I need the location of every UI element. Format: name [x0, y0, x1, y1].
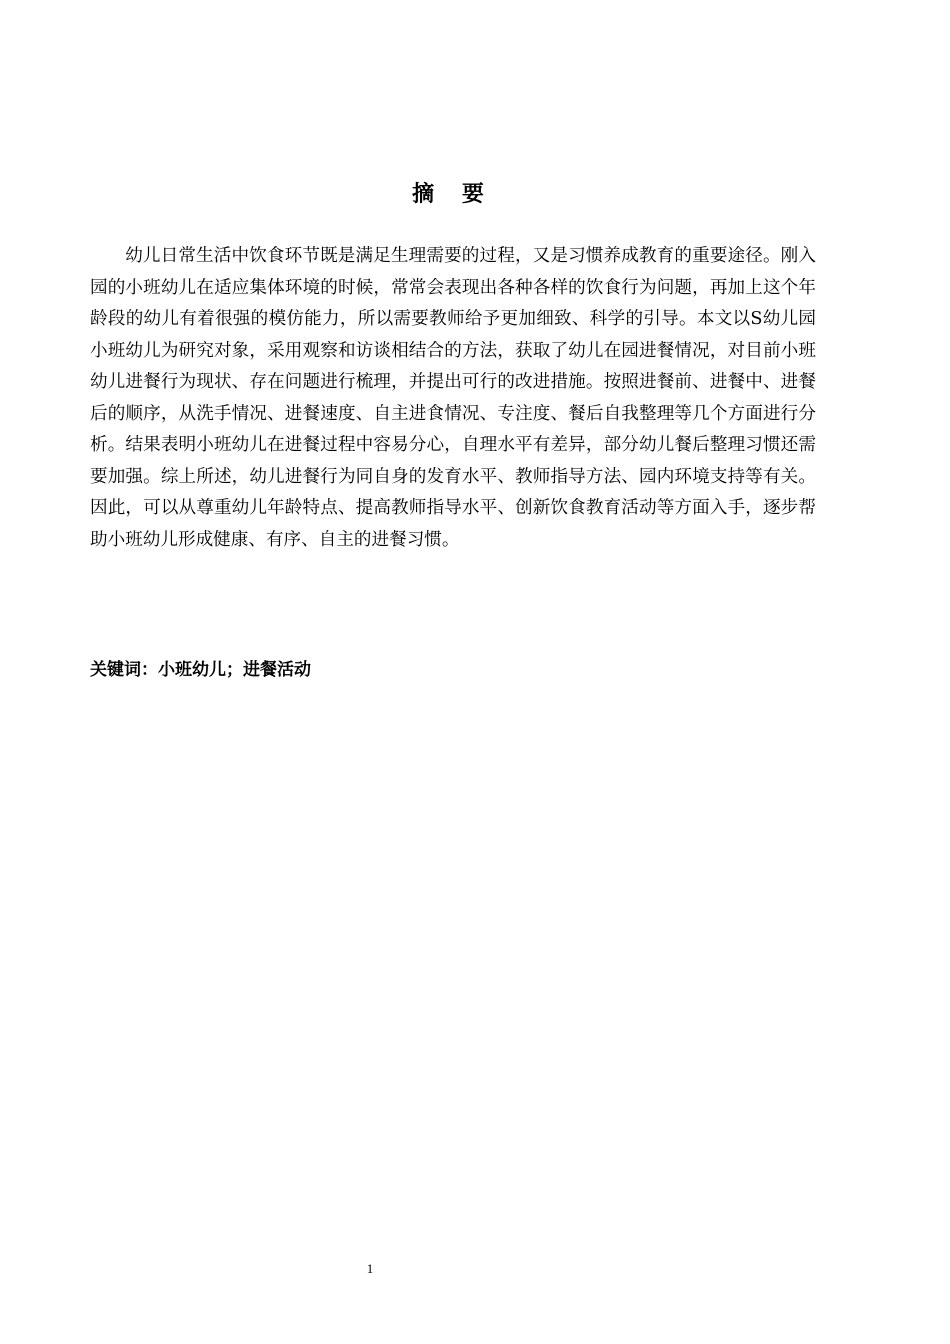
abstract-paragraph: 幼儿日常生活中饮食环节既是满足生理需要的过程，又是习惯养成教育的重要途径。刚入园的小班幼儿在适应集体环境的时候，常常会表现出各种各样的饮食行为问题，再加上这个年龄段的幼儿有着很强的模仿能力，所以需要教师给予更加细致、科学的引导。本文以S幼儿园小班幼儿为研究对象，采用观察和访谈相结合的方法，获取了幼儿在园进餐情况，对目前小班幼儿进餐行为现状、存在问题进行梳理，并提出可行的改进措施。按照进餐前、进餐中、进餐后的顺序，从洗手情况、进餐速度、自主进食情况、专注度、餐后自我整理等几个方面进行分析。结果表明小班幼儿在进餐过程中容易分心，自理水平有差异，部分幼儿餐后整理习惯还需要加强。综上所述，幼儿进餐行为同自身的发育水平、教师指导方法、园内环境支持等有关。因此，可以从尊重幼儿年龄特点、提高教师指导水平、创新饮食教育活动等方面入手，逐步帮助小班幼儿形成健康、有序、自主的进餐习惯。 [90, 246, 816, 550]
keywords-line [90, 655, 816, 685]
page-number: 1 [366, 1261, 374, 1276]
page-title: 摘 要 [412, 182, 494, 207]
keywords-value: 小班幼儿；进餐活动 [158, 660, 311, 680]
keywords-label: 关键词： [90, 660, 158, 680]
